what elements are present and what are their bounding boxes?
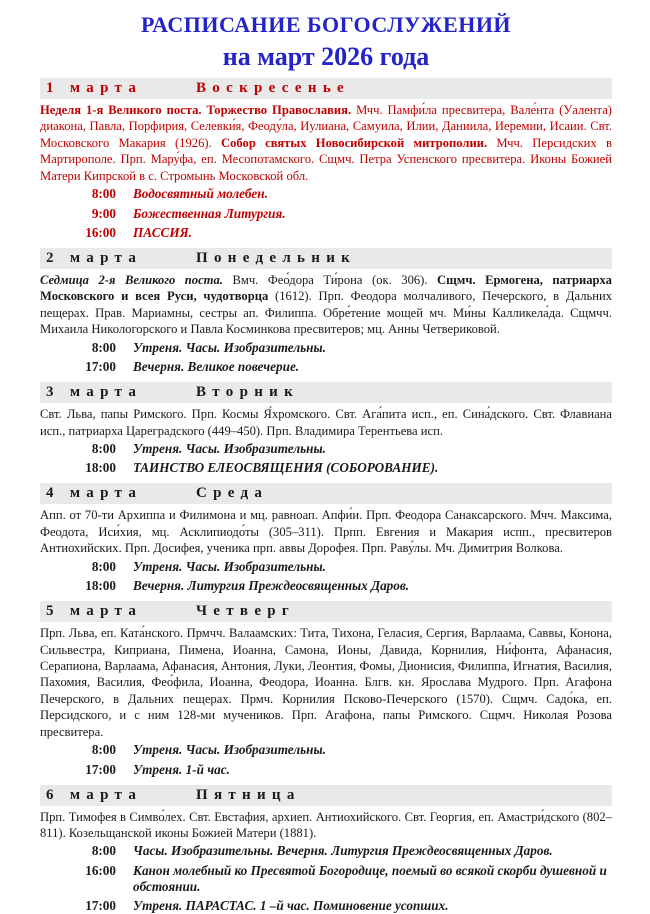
service-time: 16:00 bbox=[85, 225, 116, 241]
service-row bbox=[40, 559, 612, 575]
description-segment: Седмица 2-я Великого поста. bbox=[40, 273, 233, 288]
service-name: Канон молебный ко Пресвятой Богородице, поемый во всякой скорби душевной и обстоянии. bbox=[133, 862, 607, 894]
service-row bbox=[40, 863, 612, 895]
service-row bbox=[40, 762, 612, 778]
service-time: 8:00 bbox=[91, 742, 116, 758]
day-weekday: Среда bbox=[196, 485, 269, 502]
service-list bbox=[40, 441, 612, 477]
service-time: 17:00 bbox=[85, 761, 116, 777]
day-section bbox=[40, 483, 612, 594]
service-time: 9:00 bbox=[91, 205, 116, 221]
description-segment: Сщмч. Ермогена, патриарха Московского и всея Руси, чудотворца bbox=[40, 273, 612, 304]
service-name: Утреня. ПАРАСТАС. 1 –й час. Поминовение усопших. bbox=[133, 898, 449, 914]
service-name: Вечерня. Великое повечерие. bbox=[133, 359, 300, 375]
service-row bbox=[40, 460, 612, 476]
service-list bbox=[40, 340, 612, 376]
service-name: Утреня. Часы. Изобразительны. bbox=[133, 558, 326, 574]
day-description bbox=[40, 625, 612, 740]
service-list bbox=[40, 559, 612, 595]
day-date: 3 марта bbox=[46, 384, 143, 401]
service-name: Утреня. Часы. Изобразительны. bbox=[133, 742, 326, 758]
description-segment: Свт. Льва, папы Римского. Прп. Космы Я́хромского. Свт. Ага́пита исп., еп. Сина́дского. Свт. Флавиана исп., патриарха Цареградского (449–450). Прп. Владимира Терентьева исп. bbox=[40, 407, 612, 438]
service-row bbox=[40, 225, 612, 241]
service-name: ПАССИЯ. bbox=[133, 225, 192, 241]
day-description bbox=[40, 406, 612, 439]
day-header bbox=[40, 382, 612, 403]
service-time: 8:00 bbox=[91, 440, 116, 456]
service-name: Утреня. Часы. Изобразительны. bbox=[133, 339, 326, 355]
service-time: 8:00 bbox=[91, 186, 116, 202]
description-segment: Апп. от 70-ти Архиппа и Филимона и мц. равноап. Апфи́и. Прп. Феодора Санаксарского. Мчч. Максима, Феодота, Иси́хия, мц. Асклипиодо́ты (305–311). Прпп. Евгения и Макария испп., пресвитеров Антиохийских. Прп. Досифея, ученика прп. аввы Дорофея. Прп. Раву́лы. Мч. Димитрия Волкова. bbox=[40, 508, 612, 556]
service-row bbox=[40, 742, 612, 758]
service-row bbox=[40, 843, 612, 859]
day-date: 4 марта bbox=[46, 485, 143, 502]
day-section bbox=[40, 248, 612, 375]
day-weekday: Понедельник bbox=[196, 250, 357, 267]
service-name: Утреня. 1-й час. bbox=[133, 761, 230, 777]
service-row bbox=[40, 578, 612, 594]
service-time: 18:00 bbox=[85, 460, 116, 476]
day-header bbox=[40, 248, 612, 269]
day-header bbox=[40, 483, 612, 504]
service-row bbox=[40, 359, 612, 375]
day-date: 5 марта bbox=[46, 603, 143, 620]
day-section bbox=[40, 785, 612, 914]
service-name: Божественная Литургия. bbox=[133, 205, 286, 221]
service-name: Утреня. Часы. Изобразительны. bbox=[133, 440, 326, 456]
service-name: Вечерня. Литургия Преждеосвященных Даров. bbox=[133, 578, 410, 594]
day-description bbox=[40, 102, 612, 184]
day-weekday: Пятница bbox=[196, 786, 301, 803]
service-time: 8:00 bbox=[91, 843, 116, 859]
description-segment: Вмч. Фео́дора Ти́рона (ок. 306). bbox=[232, 273, 438, 288]
day-date: 6 марта bbox=[46, 786, 143, 803]
day-header bbox=[40, 601, 612, 622]
day-header bbox=[40, 785, 612, 806]
service-row bbox=[40, 340, 612, 356]
description-segment: Прп. Тимофея в Симво́лех. Свт. Евстафия, архиеп. Антиохийского. Свт. Георгия, еп. Амастри́дского (802–811). Козельщанской иконы Божией Матери (1881). bbox=[40, 809, 612, 840]
day-weekday: Четверг bbox=[196, 603, 296, 620]
day-description bbox=[40, 809, 612, 842]
page-title: РАСПИСАНИЕ БОГОСЛУЖЕНИЙ bbox=[140, 12, 512, 37]
day-section bbox=[40, 601, 612, 777]
service-time: 17:00 bbox=[85, 898, 116, 914]
day-weekday: Воскресенье bbox=[196, 80, 351, 96]
page-subtitle: на март 2026 года bbox=[222, 42, 430, 71]
description-segment: (1612). Прп. Феодора молчаливого, Печерского, в Дальних пещерах. Прав. Мариамны, сестры ап. Филиппа. Обре́тение мощей мч. Ми́ны Калликела́да. Сщмчч. Михаила Никологорского и Павла Косминкова пресвитеров; мц. Анны Четвериковой. bbox=[40, 289, 612, 337]
service-list bbox=[40, 742, 612, 778]
service-row bbox=[40, 441, 612, 457]
service-time: 18:00 bbox=[85, 578, 116, 594]
day-date: 1 марта bbox=[46, 80, 143, 96]
description-segment: Прп. Льва, еп. Ката́нского. Прмчч. Валаамских: Тита, Тихона, Геласия, Сергия, Варлаама, Саввы, Конона, Сильвестра, Киприана, Пимена, Иоанна, Самона, Ионы, Давида, Корнилия, Ни́фонта, Афанасия, Серапиона, Варлаама, Афанасия, Антония, Луки, Леонтия, Фомы, Дионисия, Филиппа, Игнатия, Василия, Пахомия, Василия, Фео́фила, Иоанна, Феодора, Иоанна. Блгв. кн. Ярослава Мудрого. Прп. Агафона Печерского, в Дальних пещерах. Прмч. Корнилия Псково-Печерского (1570). Сщмч. Садо́ка, еп. Персидского, и с ним 128-ми мучеников. Прп. Агафона, папы Римского. Сщмч. Николая Розова пресвитера. bbox=[40, 626, 612, 739]
day-section bbox=[40, 78, 612, 241]
day-header bbox=[40, 78, 612, 99]
service-row bbox=[40, 206, 612, 222]
description-segment: Мчч. Персидских в Мартирополе. Прп. Мару́фа, еп. Месопотамского. Сщмч. Петра Успенского пресвитера. Иконы Божией Матери Кипрской в с. Стромынь Московской обл. bbox=[40, 135, 612, 183]
service-row bbox=[40, 186, 612, 202]
service-name: Водосвятный молебен. bbox=[133, 186, 268, 202]
service-time: 8:00 bbox=[91, 558, 116, 574]
day-description bbox=[40, 507, 612, 556]
service-time: 17:00 bbox=[85, 359, 116, 375]
service-list bbox=[40, 843, 612, 914]
service-name: Часы. Изобразительны. Вечерня. Литургия Преждеосвященных Даров. bbox=[133, 843, 553, 859]
service-row bbox=[40, 898, 612, 914]
day-weekday: Вторник bbox=[196, 384, 300, 401]
description-segment: Неделя 1-я Великого поста. Торжество Православия. bbox=[40, 103, 357, 117]
service-time: 8:00 bbox=[91, 339, 116, 355]
description-segment: Мчч. Памфи́ла пресвитера, Вале́нта (Уалента) диакона, Павла, Порфирия, Селевки́я, Феоду́ла, Иулиана, Самуила, Илии, Даниила, Иеремии, Исаии. Свт. Московского Макария (1926). bbox=[40, 103, 612, 150]
service-name: ТАИНСТВО ЕЛЕОСВЯЩЕНИЯ (СОБОРОВАНИЕ). bbox=[133, 460, 439, 476]
service-time: 16:00 bbox=[85, 862, 116, 878]
service-list bbox=[40, 186, 612, 241]
day-date: 2 марта bbox=[46, 250, 143, 267]
day-section bbox=[40, 382, 612, 476]
day-list bbox=[40, 78, 612, 914]
day-description bbox=[40, 272, 612, 338]
description-segment: Собор святых Новосибирской митрополии. bbox=[221, 135, 497, 150]
